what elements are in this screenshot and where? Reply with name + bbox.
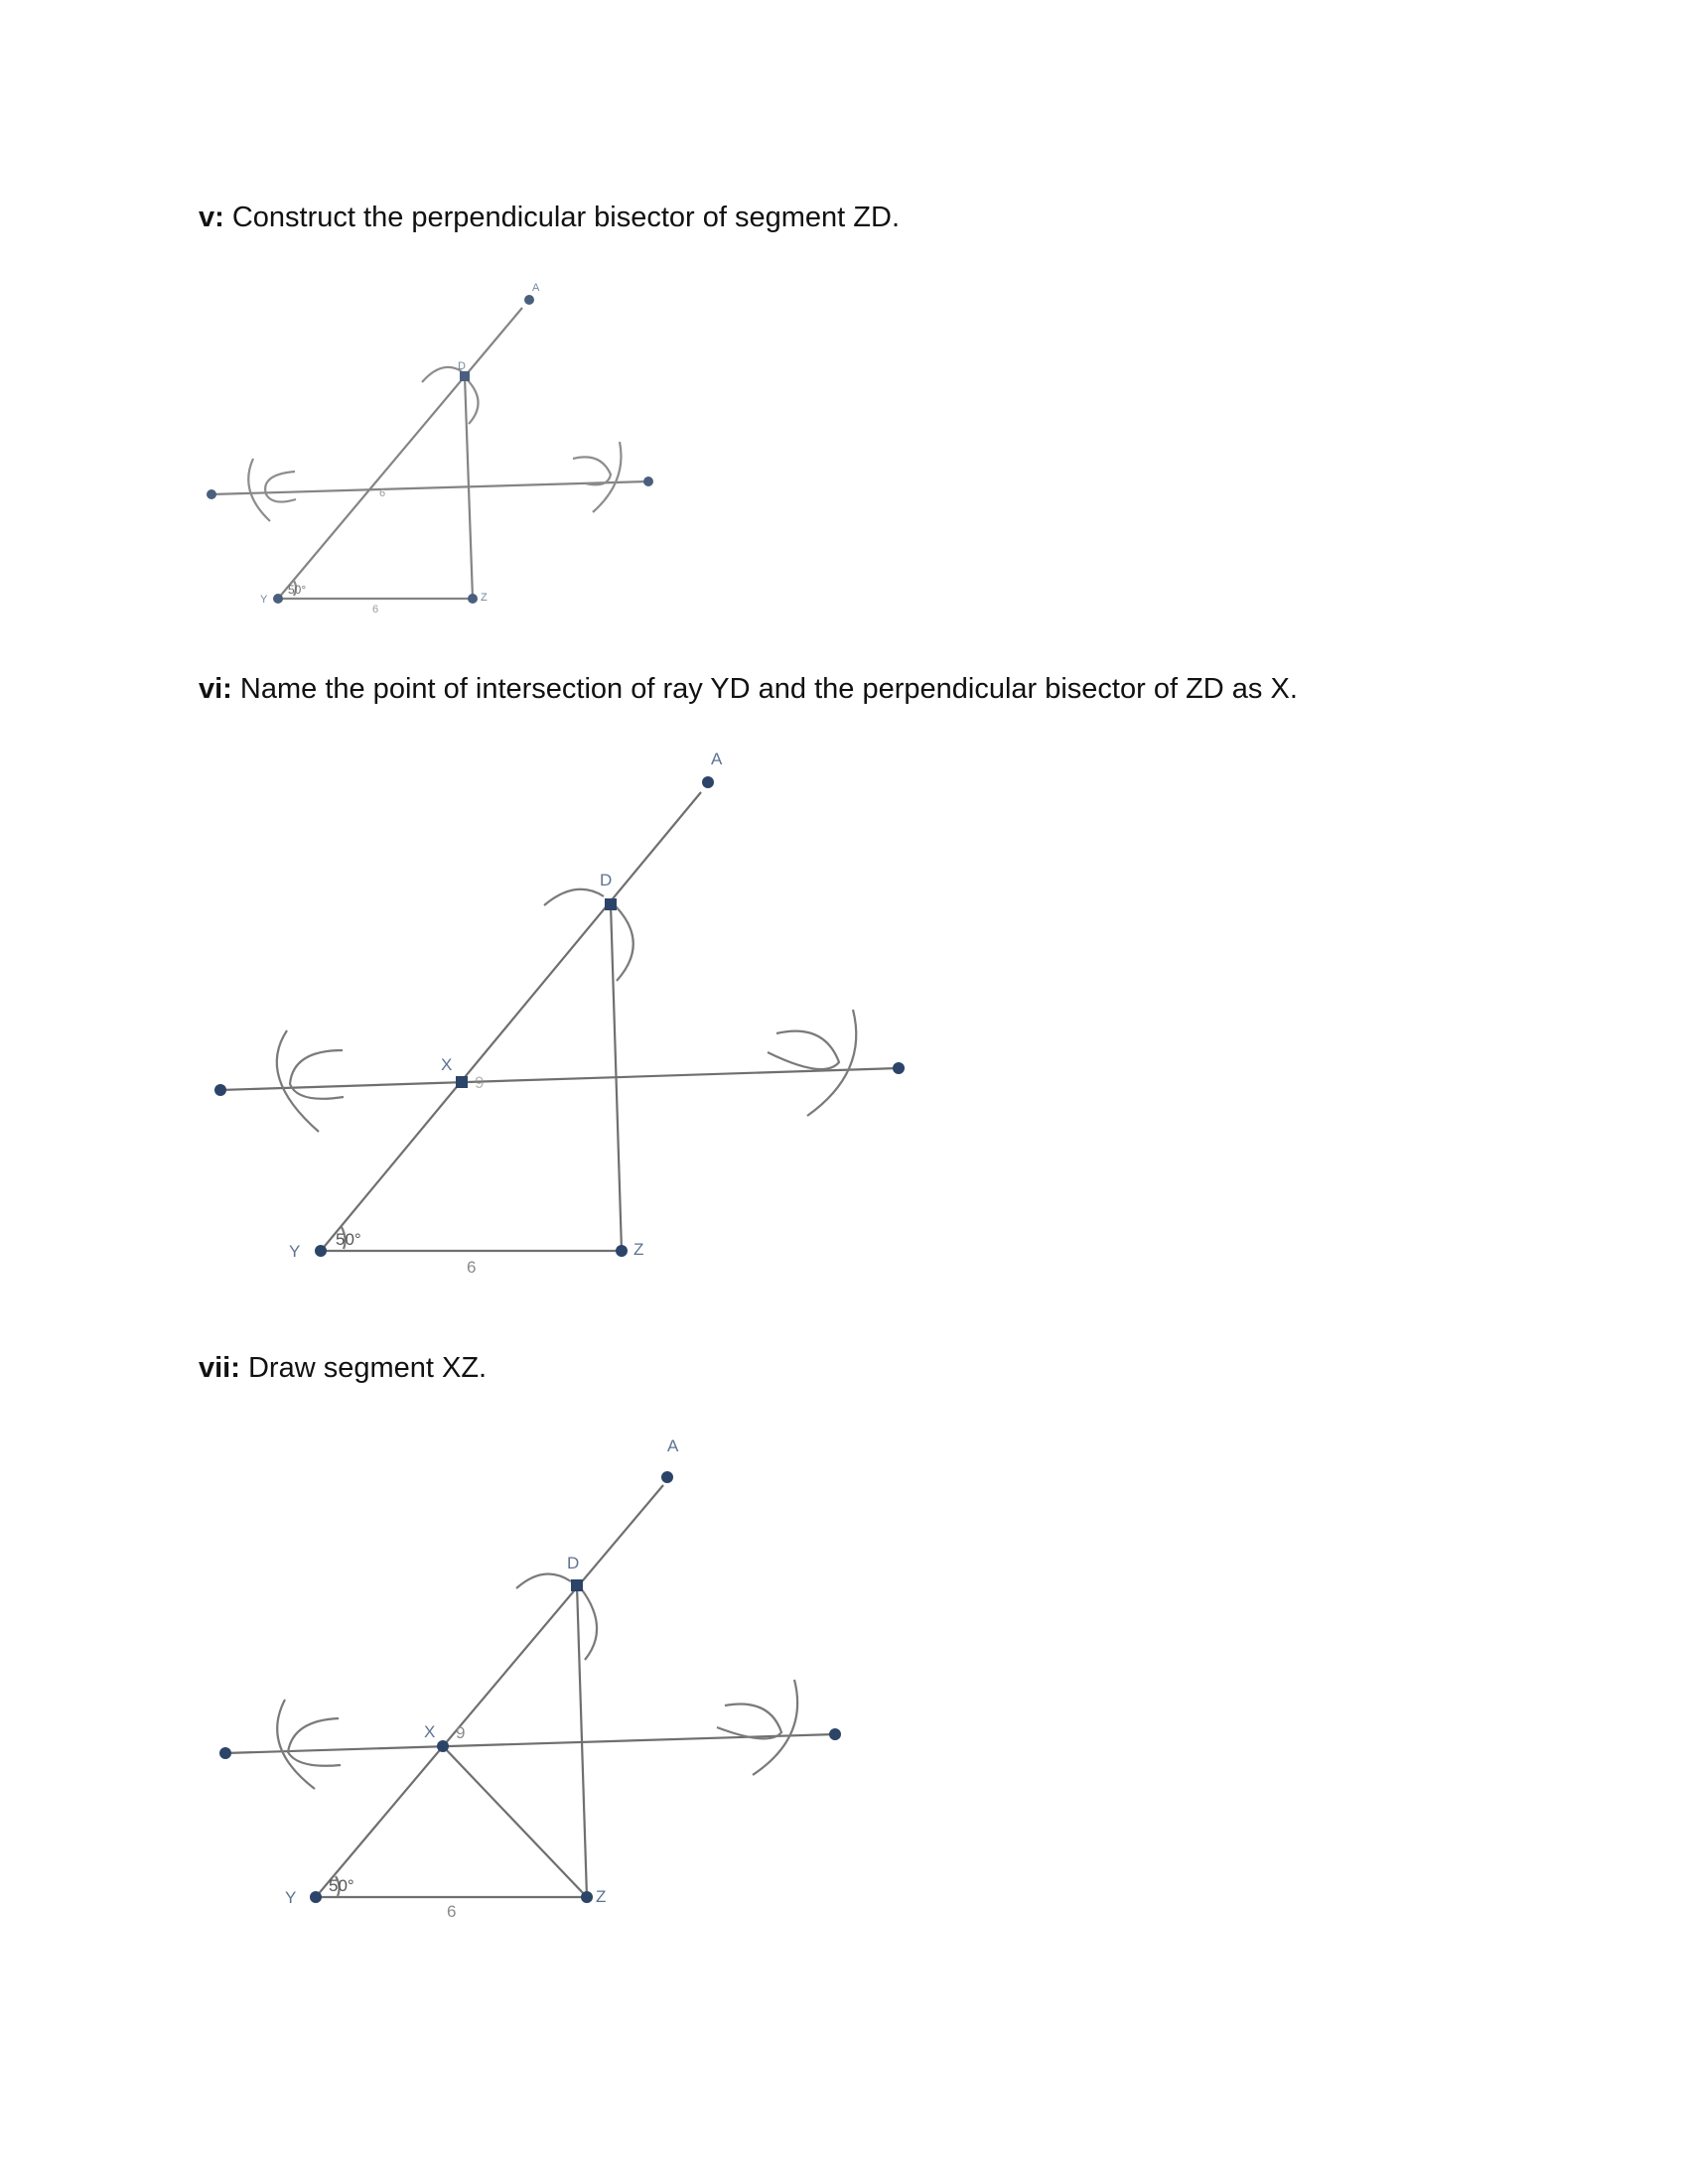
arc-right-1 [807,1010,856,1116]
arc-left-2 [288,1718,341,1766]
step-vii-text: Draw segment XZ. [239,1352,488,1384]
x-value: 9 [475,1073,485,1092]
bisector-end-right [893,1062,905,1074]
point-d [571,1579,583,1591]
bisector-end-right [829,1728,841,1740]
arc-right-1 [753,1680,797,1775]
bisector-end-left [214,1084,226,1096]
label-d: D [600,871,613,889]
arc-d-top [422,367,462,382]
label-y: Y [285,1888,297,1907]
angle-label: 50° [288,583,307,597]
label-a: A [667,1436,679,1455]
length-yz: 6 [447,1902,457,1921]
arc-left-1 [248,459,270,521]
point-a [702,776,714,788]
arc-right-2 [717,1705,781,1739]
arc-left-2 [265,472,296,502]
point-d [460,371,470,381]
arc-right-1 [593,442,621,512]
arc-d-right [616,906,633,981]
figure-3-segment-xz [219,1436,841,1921]
bisector-end-left [207,489,216,499]
label-x: X [424,1722,436,1741]
angle-label: 50° [336,1230,361,1249]
perpendicular-bisector [211,481,648,494]
label-a: A [532,282,540,294]
step-vii-prefix: vii: [199,1352,240,1384]
arc-left-1 [277,1030,319,1132]
arc-right-2 [768,1031,839,1069]
label-d: D [567,1554,580,1572]
perpendicular-bisector [220,1068,899,1090]
label-a: A [711,750,723,768]
point-y [310,1891,322,1903]
label-x: X [441,1055,453,1074]
label-y: Y [289,1242,301,1261]
step-vi-prefix: vi: [199,673,232,705]
step-v-text: Construct the perpendicular bisector of segment ZD. [223,202,901,233]
point-y [273,594,283,604]
arc-d-right [467,379,479,424]
point-a [661,1471,673,1483]
x-value: 9 [456,1723,466,1742]
arc-d-top [544,889,604,905]
point-z [616,1245,628,1257]
step-vi-text: Name the point of intersection of ray YD and the perpendicular bisector of ZD as X. [231,673,1298,705]
length-yz: 6 [372,604,379,615]
ray-yd [316,1485,663,1897]
label-y: Y [260,594,268,606]
arc-left-2 [290,1050,344,1099]
arc-left-1 [277,1700,315,1789]
arc-d-right [581,1588,597,1660]
bisector-end-left [219,1747,231,1759]
label-d: D [458,360,466,372]
point-a [524,295,534,305]
arc-right-2 [573,457,611,484]
label-z: Z [481,592,488,604]
arc-d-top [516,1573,571,1588]
point-d [605,898,617,910]
label-z: Z [633,1240,644,1259]
figure-2-intersection-x [214,750,905,1277]
step-v-prefix: v: [199,202,224,233]
bisector-value: 6 [379,487,386,499]
point-x [456,1076,468,1088]
ray-yd [278,308,522,599]
bisector-end-right [643,477,653,486]
angle-label: 50° [329,1876,354,1895]
point-z [581,1891,593,1903]
label-z: Z [596,1887,607,1906]
point-z [468,594,478,604]
length-yz: 6 [467,1258,477,1277]
point-y [315,1245,327,1257]
ray-yd [321,792,701,1251]
figure-1-perpendicular-bisector [207,282,653,615]
perpendicular-bisector [225,1734,835,1753]
segment-xz [443,1746,587,1897]
point-x [437,1740,449,1752]
